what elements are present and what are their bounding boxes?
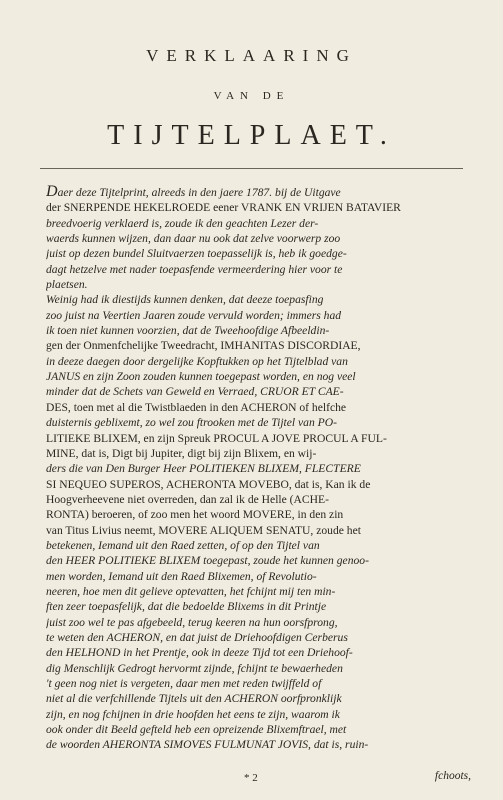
text-line-1: Daer deze Tijtelprint, alreeds in den jaere 1787. bij de Uitgave <box>46 184 341 200</box>
text-line-31: den HELHOND in het Prentje, ook in deeze Tijd tot een Driehoof- <box>46 646 353 660</box>
catchword: fchoots, <box>434 770 471 782</box>
text-line-26: men worden, Iemand uit den Raed Blixemen, of Revolutio- <box>46 569 317 583</box>
text-line-18: MINE, dat is, Digt bij Jupiter, digt bij zijn Blixem, en wij- <box>46 446 317 460</box>
text-line-35: zijn, en nog fchijnen in drie hoofden het eens te zijn, waarom ik <box>46 707 340 721</box>
text-line-25: den HEER POLITIEKE BLIXEM toegepast, zoude het kunnen genoo- <box>46 554 369 568</box>
text-line-30: te weten den ACHERON, en dat juist de Driehoofdigen Cerberus <box>46 630 348 644</box>
heading-tijtelplaet: TIJTELPLAET. <box>107 120 396 151</box>
heading-verklaring: VERKLAARING <box>146 46 357 65</box>
page-footer <box>0 770 503 790</box>
text-line-19: ders die van Den Burger Heer POLITIEKEN BLIXEM, FLECTERE <box>46 462 361 476</box>
text-line-8: Weinig had ik diestijds kunnen denken, dat deeze toepasfing <box>46 293 324 307</box>
text-line-14: minder dat de Schets van Geweld en Verraed, CRUOR ET CAE- <box>46 385 344 399</box>
text-line-13: JANUS en zijn Zoon zouden kunnen toegepast worden, en nog veel <box>46 370 356 384</box>
text-line-32: dig Menschlijk Gedrogt hervormt zijnde, fchijnt te bewaerheden <box>46 661 343 675</box>
text-line-15: DES, toen met al die Twistblaeden in den ACHERON of helfche <box>46 400 347 414</box>
heading-rule <box>40 168 463 169</box>
text-line-11: gen der Onmenfchelijke Tweedracht, IMHANITAS DISCORDIAE, <box>46 339 361 353</box>
heading-van-de: VAN DE <box>213 90 290 102</box>
signature-mark: * 2 <box>244 772 258 784</box>
text-line-37: de woorden AHERONTA SIMOVES FULMUNAT JOVIS, dat is, ruin- <box>46 738 369 752</box>
text-line-5: juist op dezen bundel Sluitvaerzen toepasselijk is, heb ik goedge- <box>46 247 347 261</box>
text-line-34: niet al die verfchillende Tijtels uit den ACHERON oorfpronklijk <box>46 692 342 706</box>
text-line-28: ften zeer toepasfelijk, dat die bedoelde Blixems in dit Printje <box>46 600 327 614</box>
text-line-7: plaetsen. <box>46 278 88 292</box>
text-line-33: 't geen nog niet is vergeten, daar men met reden twijffeld of <box>46 677 322 690</box>
text-line-10: ik toen niet kunnen voorzien, dat de Tweehoofdige Afbeeldin- <box>46 324 330 338</box>
text-line-2: der SNERPENDE HEKELROEDE eener VRANK EN VRIJEN BATAVIER <box>46 201 401 215</box>
text-line-27: neeren, hoe men dit gelieve optevatten, het fchijnt mij ten min- <box>46 584 336 598</box>
text-line-23: van Titus Livius neemt, MOVERE ALIQUEM SENATU, zoude het <box>46 523 361 537</box>
text-line-36: ook onder dit Beeld gefteld heb een opreizende Blixemftrael, met <box>46 723 347 737</box>
text-line-29: juist zoo wel te pas afgebeeld, terug keeren na hun oorsfprong, <box>46 615 338 629</box>
text-line-22: RONTA) beroeren, of zoo men het woord MOVERE, in den zin <box>46 508 344 522</box>
text-line-9: zoo juist na Veertien Jaaren zoude vervuld worden; immers had <box>46 308 342 322</box>
text-line-17: LITIEKE BLIXEM, en zijn Spreuk PROCUL A JOVE PROCUL A FUL- <box>46 431 387 445</box>
text-line-3: breedvoerig verklaerd is, zoude ik den geachten Lezer der- <box>46 216 319 230</box>
text-line-12: in deeze daegen door dergelijke Kopftukken op het Tijtelblad van <box>46 354 348 368</box>
text-line-20: SI NEQUEO SUPEROS, ACHERONTA MOVEBO, dat is, Kan ik de <box>46 477 371 491</box>
text-line-16: duisternis geblixemt, zo wel zou ftrooken met de Tijtel van PO- <box>46 416 337 430</box>
text-line-21: Hoogverheevene niet overreden, dan zal ik de Helle (ACHE- <box>46 492 329 506</box>
text-line-24: betekenen, Iemand uit den Raed zetten, of op den Tijtel van <box>46 538 320 552</box>
drop-cap: D <box>46 184 58 200</box>
text-line-4: waerds kunnen wijzen, dan daar nu ook dat zelve voorwerp zoo <box>46 232 341 246</box>
text-line-6: dagt hetzelve met nader toepasfende vermeerdering hier voor te <box>46 262 343 276</box>
body-text <box>46 184 473 753</box>
